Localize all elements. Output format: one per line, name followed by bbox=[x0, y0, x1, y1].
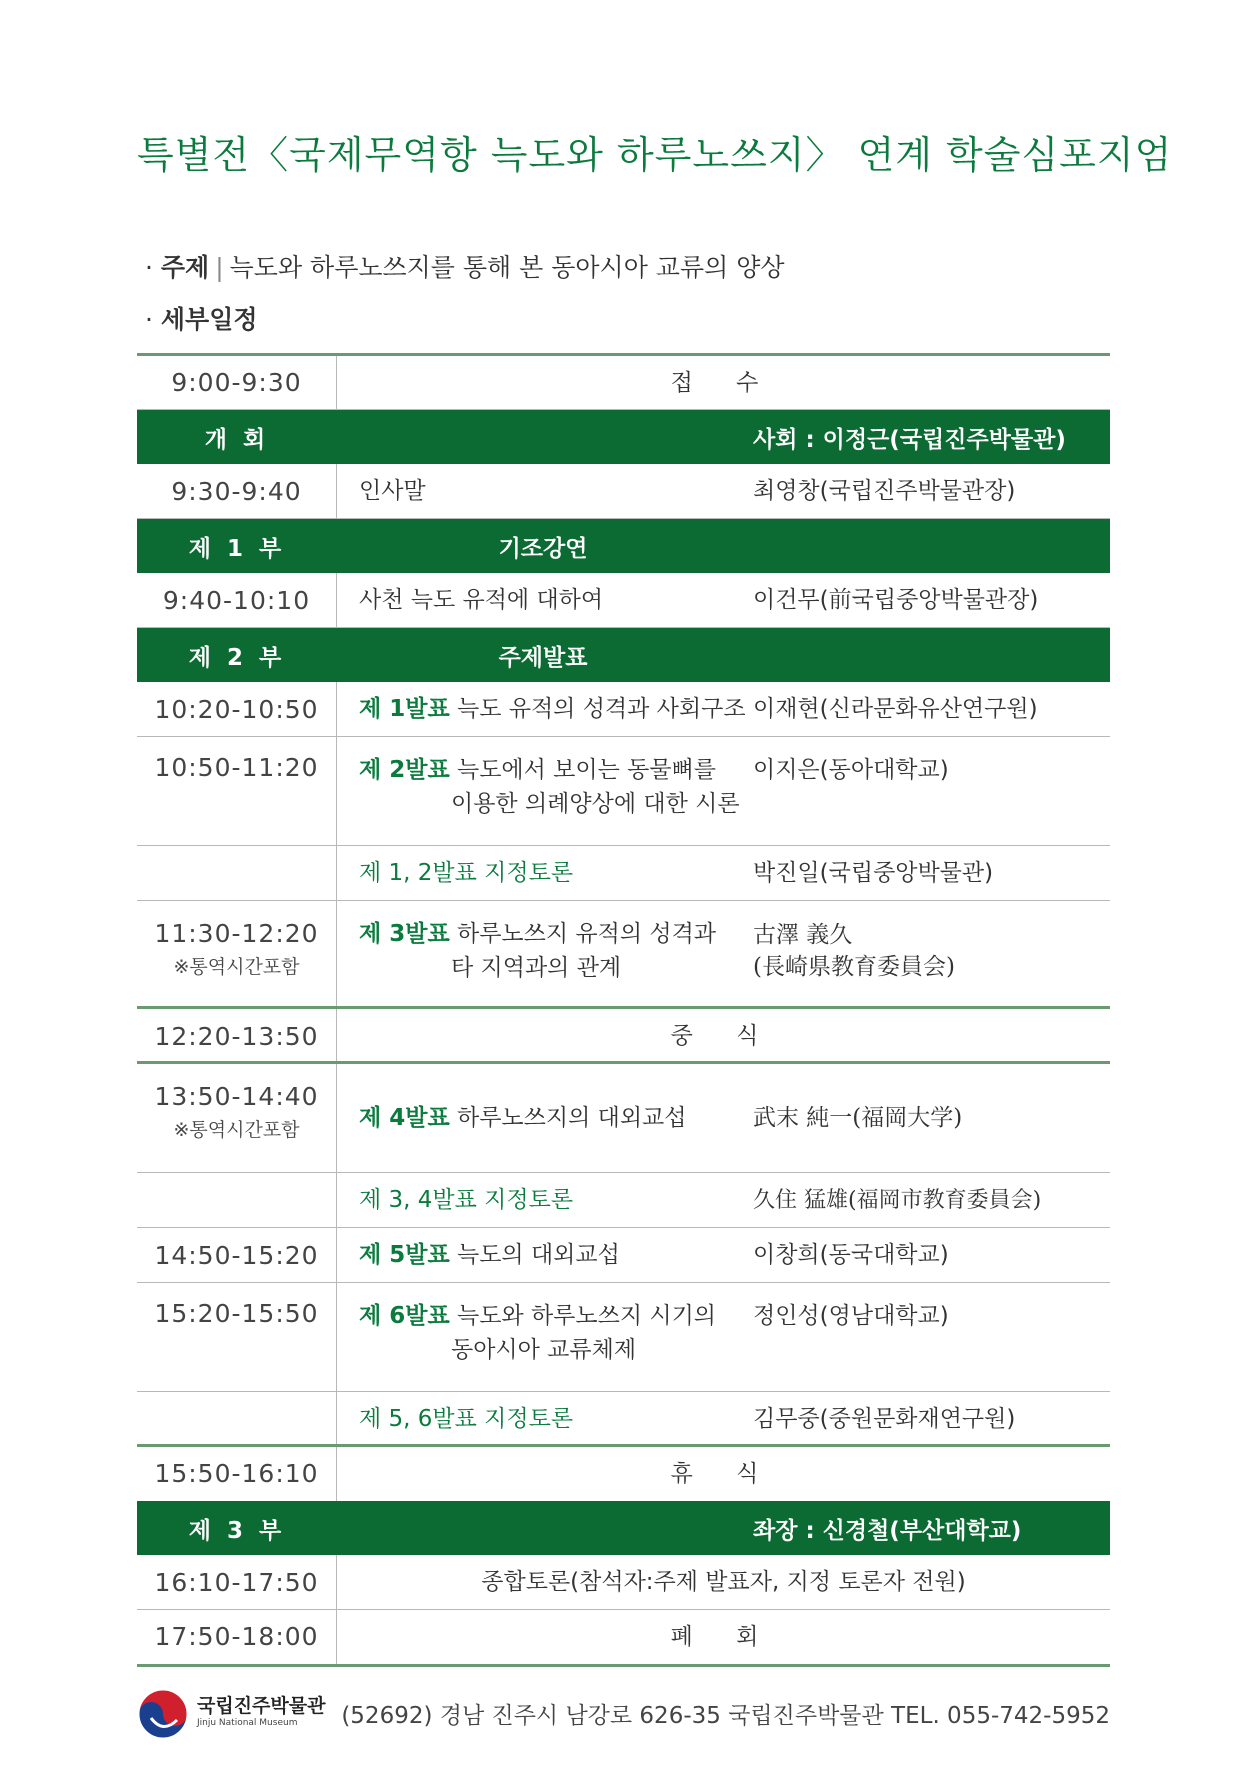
speaker-cell: 박진일(국립중앙박물관) bbox=[753, 860, 994, 886]
org-name: 국립진주박물관 bbox=[197, 1695, 326, 1717]
table-row bbox=[137, 1064, 1110, 1173]
title-cell: 인사말 bbox=[359, 478, 426, 504]
table-row bbox=[137, 1228, 1110, 1283]
table-row bbox=[137, 464, 1110, 519]
time-cell: 14:50-15:20 bbox=[137, 1228, 337, 1282]
speaker-line2: (長崎県教育委員会) bbox=[753, 954, 955, 980]
section-title: 기조강연 bbox=[498, 535, 588, 562]
presentation-label: 제 6발표 bbox=[359, 1303, 450, 1329]
time-cell: 15:50-16:10 bbox=[137, 1447, 337, 1501]
presentation-title: 늑도 유적의 성격과 사회구조 bbox=[456, 696, 746, 722]
section-header bbox=[137, 1501, 1110, 1555]
part-label: 제 1 부 bbox=[188, 535, 286, 562]
time-cell: 9:40-10:10 bbox=[137, 573, 337, 627]
speaker-cell: 김무중(중원문화재연구원) bbox=[753, 1406, 1016, 1432]
title-cell: 사천 늑도 유적에 대하여 bbox=[359, 587, 604, 613]
speaker-cell: 정인성(영남대학교) bbox=[753, 1303, 949, 1329]
speaker-cell: 이건무(前국립중앙박물관장) bbox=[753, 587, 1039, 613]
speaker-cell: 武末 純一(福岡大学) bbox=[753, 1105, 963, 1131]
presentation-title-line1: 하루노쓰지 유적의 성격과 bbox=[456, 921, 717, 947]
time-cell: 9:30-9:40 bbox=[137, 464, 337, 518]
org-name-en: Jinju National Museum bbox=[197, 1718, 298, 1728]
part-label: 제 2 부 bbox=[188, 644, 286, 671]
table-row bbox=[137, 1447, 1110, 1501]
span-cell: 중 식 bbox=[670, 1023, 777, 1049]
span-cell: 폐 회 bbox=[670, 1624, 777, 1650]
speaker-cell: 久住 猛雄(福岡市教育委員会) bbox=[753, 1188, 1042, 1213]
time-cell: 15:20-15:50 bbox=[137, 1283, 337, 1391]
table-row bbox=[137, 1610, 1110, 1664]
span-cell: 접 수 bbox=[670, 370, 777, 396]
table-row bbox=[137, 846, 1110, 901]
table-row bbox=[137, 682, 1110, 737]
interpretation-note: ※통역시간포함 bbox=[173, 956, 300, 978]
section-header bbox=[137, 519, 1110, 573]
presentation-title-line2: 동아시아 교류체제 bbox=[451, 1337, 637, 1363]
speaker-cell: 이재현(신라문화유산연구원) bbox=[753, 696, 1038, 722]
presentation-title-line2: 이용한 의례양상에 대한 시론 bbox=[451, 791, 740, 817]
taegeuk-logo-icon bbox=[137, 1688, 189, 1740]
time-cell: 17:50-18:00 bbox=[137, 1610, 337, 1664]
time-cell: 9:00-9:30 bbox=[137, 356, 337, 409]
table-row bbox=[137, 573, 1110, 628]
part-label: 개 회 bbox=[204, 426, 270, 453]
interpretation-note: ※통역시간포함 bbox=[173, 1119, 300, 1141]
speaker-line1: 古澤 義久 bbox=[753, 922, 853, 948]
time-cell: 10:20-10:50 bbox=[137, 682, 337, 736]
address: (52692) 경남 진주시 남강로 626-35 국립진주박물관 TEL. 055-742-5952 bbox=[341, 1703, 1110, 1729]
presentation-title-line1: 늑도에서 보이는 동물뼈를 bbox=[456, 757, 717, 783]
speaker-cell: 이지은(동아대학교) bbox=[753, 757, 949, 783]
table-row bbox=[137, 901, 1110, 1009]
section-title: 주제발표 bbox=[498, 644, 588, 671]
table-row bbox=[137, 1009, 1110, 1064]
table-row bbox=[137, 1283, 1110, 1392]
bullet: · bbox=[145, 305, 153, 334]
table-row bbox=[137, 356, 1110, 410]
speaker-cell: 최영창(국립진주박물관장) bbox=[753, 478, 1016, 504]
part-label: 제 3 부 bbox=[188, 1517, 286, 1544]
presentation-label: 제 5발표 bbox=[359, 1242, 450, 1268]
time-cell bbox=[137, 901, 337, 1006]
presentation-title-line2: 타 지역과의 관계 bbox=[451, 955, 622, 981]
moderator: 좌장 : 신경철(부산대학교) bbox=[753, 1517, 1022, 1544]
time-cell bbox=[137, 1392, 337, 1444]
title-cell bbox=[337, 737, 749, 845]
speaker-cell bbox=[749, 901, 1110, 1006]
subject-line bbox=[145, 248, 785, 284]
moderator: 사회 : 이정근(국립진주박물관) bbox=[753, 426, 1066, 453]
title-cell bbox=[337, 1228, 749, 1282]
discussion-cell: 제 3, 4발표 지정토론 bbox=[359, 1187, 574, 1213]
subject-text: 늑도와 하루노쓰지를 통해 본 동아시아 교류의 양상 bbox=[229, 253, 785, 282]
presentation-title: 늑도의 대외교섭 bbox=[456, 1242, 620, 1268]
time-cell: 16:10-17:50 bbox=[137, 1555, 337, 1609]
span-cell: 종합토론(참석자:주제 발표자, 지정 토론자 전원) bbox=[481, 1569, 966, 1595]
table-row bbox=[137, 1555, 1110, 1610]
presentation-title-line1: 늑도와 하루노쓰지 시기의 bbox=[456, 1303, 717, 1329]
footer bbox=[137, 1685, 1110, 1743]
table-row bbox=[137, 1173, 1110, 1228]
separator: | bbox=[215, 253, 224, 282]
time-cell: 12:20-13:50 bbox=[137, 1009, 337, 1061]
presentation-label: 제 3발표 bbox=[359, 921, 450, 947]
title-cell bbox=[337, 1283, 749, 1391]
discussion-cell: 제 5, 6발표 지정토론 bbox=[359, 1406, 574, 1432]
page-title: 특별전〈국제무역항 늑도와 하루노쓰지〉 연계 학술심포지엄 bbox=[137, 133, 1173, 177]
section-header bbox=[137, 410, 1110, 464]
presentation-label: 제 1발표 bbox=[359, 696, 450, 722]
span-cell: 휴 식 bbox=[670, 1461, 777, 1487]
time-text: 13:50-14:40 bbox=[154, 1082, 319, 1111]
schedule-table bbox=[137, 353, 1110, 1667]
time-cell bbox=[137, 846, 337, 900]
bullet: · bbox=[145, 253, 153, 282]
time-cell bbox=[137, 1064, 337, 1172]
title-cell bbox=[337, 1064, 749, 1172]
title-cell bbox=[337, 901, 749, 1006]
discussion-cell: 제 1, 2발표 지정토론 bbox=[359, 860, 574, 886]
presentation-title: 하루노쓰지의 대외교섭 bbox=[456, 1105, 687, 1131]
table-row bbox=[137, 737, 1110, 846]
section-header bbox=[137, 628, 1110, 682]
title-cell bbox=[337, 682, 749, 736]
presentation-label: 제 4발표 bbox=[359, 1105, 450, 1131]
table-row bbox=[137, 1392, 1110, 1447]
presentation-label: 제 2발표 bbox=[359, 757, 450, 783]
time-text: 11:30-12:20 bbox=[154, 919, 319, 948]
time-cell bbox=[137, 1173, 337, 1227]
subject-label: 주제 bbox=[160, 253, 210, 282]
time-cell: 10:50-11:20 bbox=[137, 737, 337, 845]
schedule-heading bbox=[145, 300, 258, 336]
speaker-cell: 이창희(동국대학교) bbox=[753, 1242, 949, 1268]
schedule-label: 세부일정 bbox=[160, 305, 258, 334]
